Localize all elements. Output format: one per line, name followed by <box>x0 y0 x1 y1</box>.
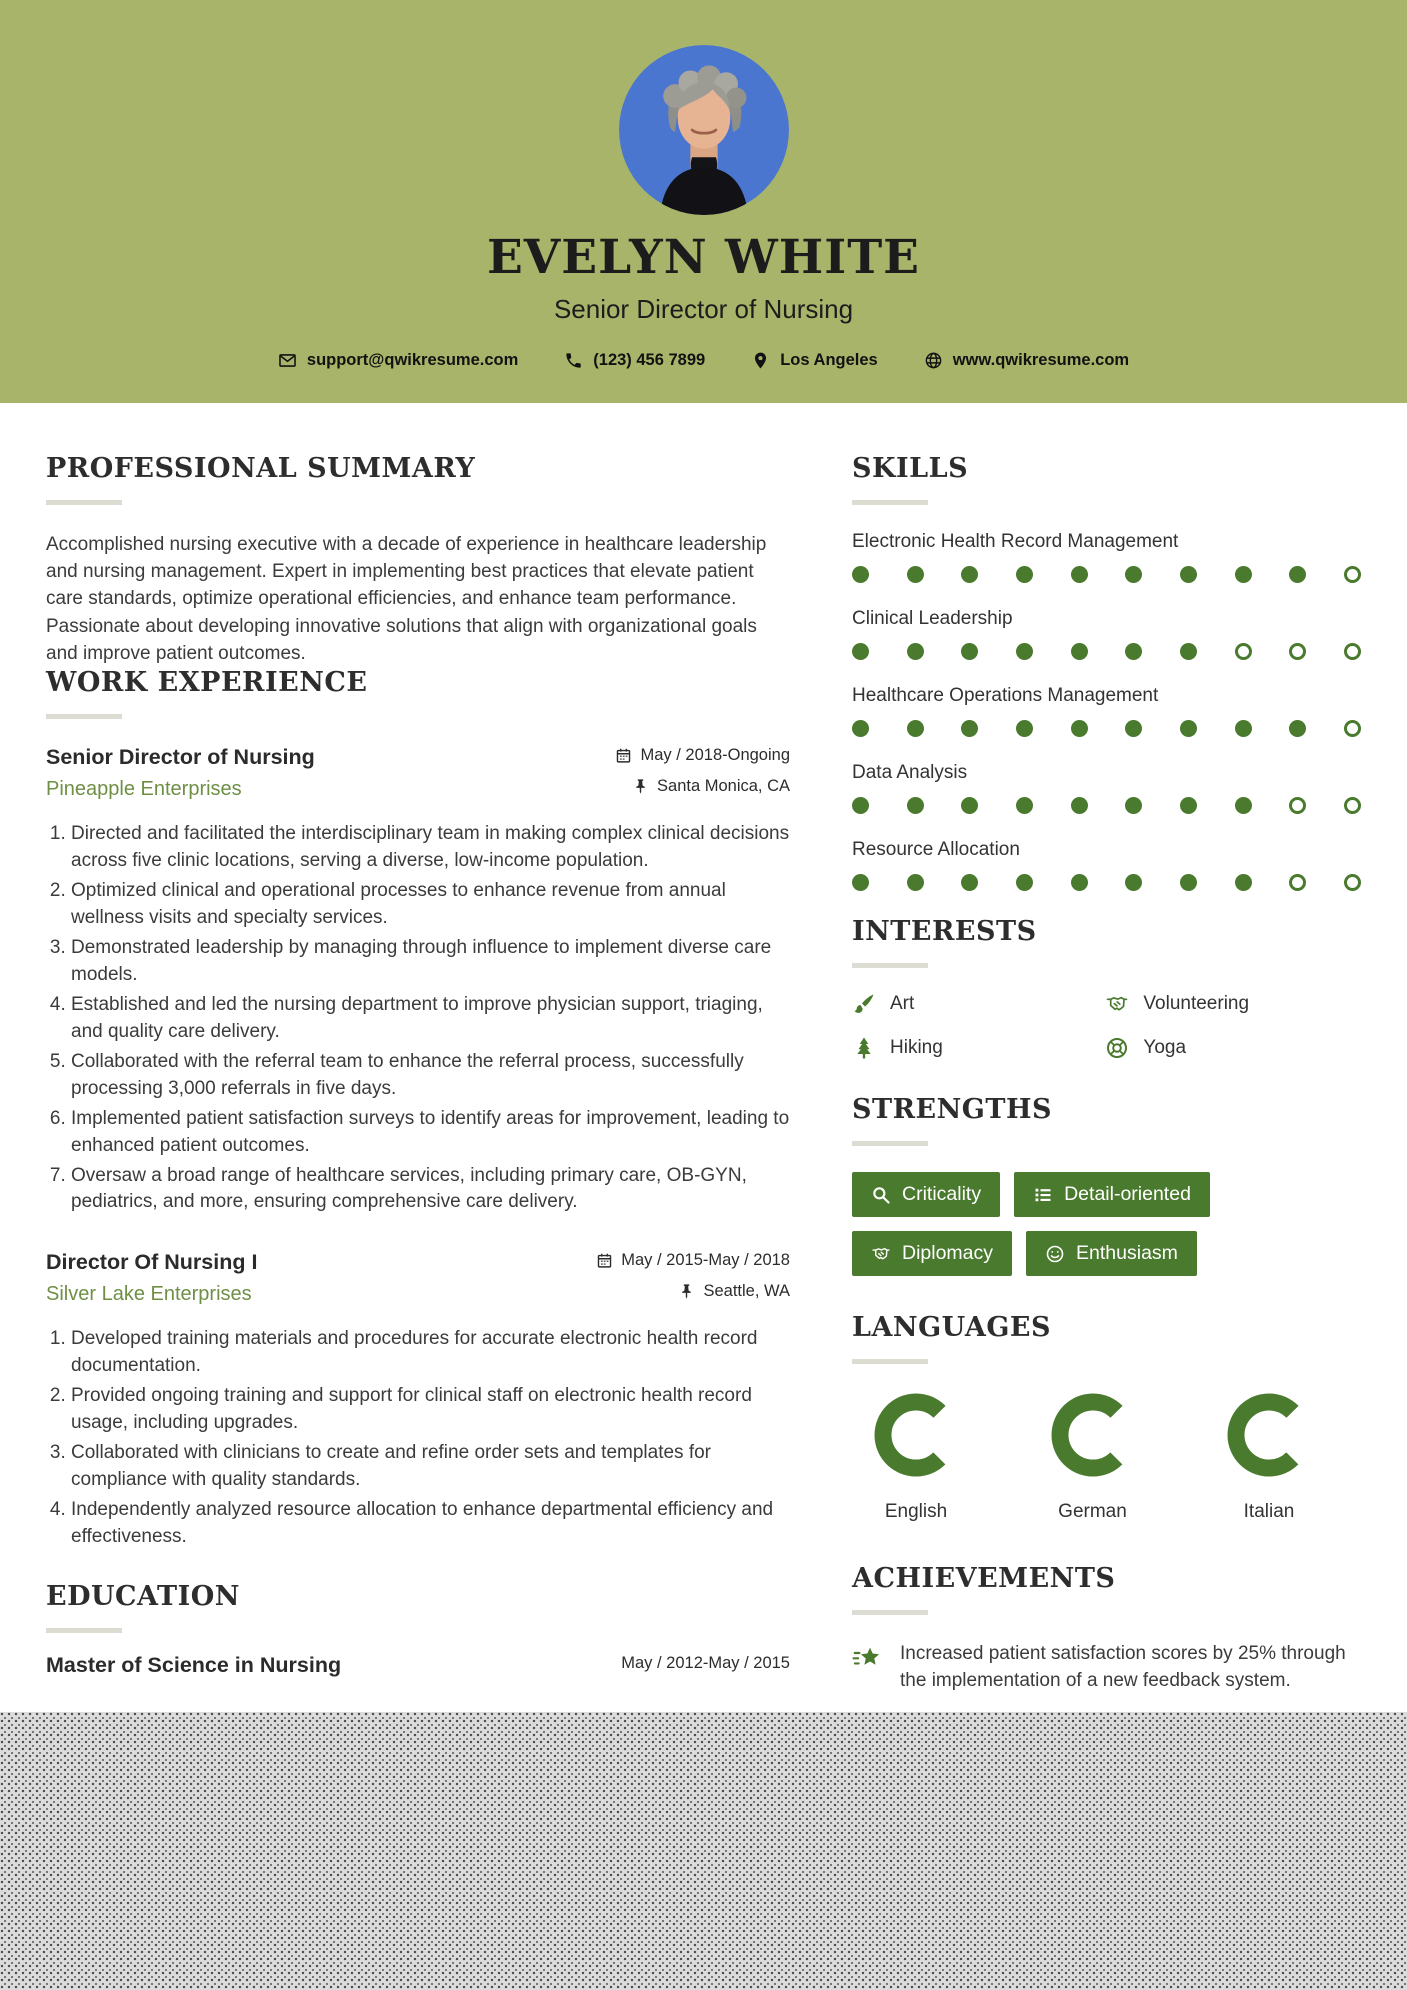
heading-rule <box>46 500 122 505</box>
calendar-icon <box>596 1252 613 1269</box>
experience-heading: WORK EXPERIENCE <box>46 666 368 698</box>
rating-dot-empty <box>1289 874 1306 891</box>
job-location <box>632 777 790 796</box>
language-item <box>1205 1390 1333 1523</box>
rating-dot-filled <box>1180 643 1197 660</box>
heading-rule <box>852 1359 928 1364</box>
rating-dot-filled <box>852 643 869 660</box>
rating-dot-empty <box>1344 643 1361 660</box>
interest-label: Hiking <box>890 1037 943 1059</box>
rating-dot-empty <box>1235 643 1252 660</box>
rating-dot-filled <box>1071 720 1088 737</box>
language-label: English <box>884 1501 948 1523</box>
strength-label: Detail-oriented <box>1064 1183 1191 1206</box>
rating-dot-filled <box>1289 720 1306 737</box>
rating-dot-filled <box>1125 566 1142 583</box>
job-dates <box>615 746 790 765</box>
rating-dot-filled <box>1125 643 1142 660</box>
rating-dot-filled <box>1235 566 1252 583</box>
contact-item <box>278 351 518 370</box>
skill-name: Clinical Leadership <box>852 608 1013 630</box>
job-dates <box>596 1251 790 1270</box>
languages-heading: LANGUAGES <box>852 1312 1051 1344</box>
skills-heading: SKILLS <box>852 453 969 484</box>
heading-rule <box>852 963 928 968</box>
summary-text: Accomplished nursing executive with a decade of experience in healthcare leadership and nursing management. Expert in implementing best practices that elevate patient care standards, optimize operational efficiencies, and enhance team performance. Passionate about developing innovative solutions that align with organizational goals and improve patient outcomes. <box>46 534 767 664</box>
skill-rating <box>852 797 1361 814</box>
rating-dot-filled <box>1125 720 1142 737</box>
contact-text: support@qwikresume.com <box>306 350 519 369</box>
rating-dot-empty <box>1289 797 1306 814</box>
rating-dot-empty <box>1344 566 1361 583</box>
rating-dot-empty <box>1344 797 1361 814</box>
globe-icon <box>924 351 943 370</box>
contact-text: Los Angeles <box>780 350 878 369</box>
skill-item <box>852 608 1361 660</box>
degree-name: Master of Science in Nursing <box>46 1653 342 1678</box>
language-label: Italian <box>1243 1501 1295 1523</box>
skill-rating <box>852 566 1361 583</box>
rating-dot-filled <box>1180 797 1197 814</box>
contact-text: www.qwikresume.com <box>952 350 1130 369</box>
interests-grid <box>852 992 1361 1060</box>
rating-dot-filled <box>852 566 869 583</box>
strengths-heading: STRENGTHS <box>852 1094 1052 1126</box>
rating-dot-filled <box>907 566 924 583</box>
job-subheader <box>46 1275 790 1306</box>
skill-rating <box>852 720 1361 737</box>
job-bullet: 4. Established and led the nursing department to improve physician support, triaging, and quality care delivery. <box>71 992 790 1046</box>
rating-dot-filled <box>1016 874 1033 891</box>
language-item <box>852 1390 980 1523</box>
company-name: Pineapple Enterprises <box>46 777 242 800</box>
rating-dot-filled <box>961 566 978 583</box>
rating-dot-filled <box>907 874 924 891</box>
strength-chip <box>852 1172 1000 1217</box>
job-header <box>46 745 790 770</box>
rating-dot-filled <box>852 874 869 891</box>
strength-chip <box>1014 1172 1210 1217</box>
halftone-pattern <box>0 1712 1407 1990</box>
interest-label: Yoga <box>1143 1037 1187 1059</box>
language-gauge <box>1048 1390 1138 1485</box>
language-label: German <box>1058 1501 1127 1523</box>
portrait-illustration <box>619 45 789 215</box>
pin-icon <box>632 778 649 795</box>
strength-label: Enthusiasm <box>1076 1242 1178 1265</box>
achievements-heading: ACHIEVEMENTS <box>852 1563 1116 1595</box>
list-icon <box>1033 1185 1053 1205</box>
tree-icon <box>852 1036 876 1060</box>
job-bullet: 7. Oversaw a broad range of healthcare services, including primary care, OB-GYN, pediatrics, and more, ensuring comprehensive care delivery. <box>71 1163 790 1217</box>
rating-dot-filled <box>1235 874 1252 891</box>
job-bullet: 2. Optimized clinical and operational processes to enhance revenue from annual wellness visits and specialty services. <box>71 878 790 932</box>
job-bullet: 5. Collaborated with the referral team to enhance the referral process, successfully processing 3,000 referrals in five days. <box>71 1049 790 1103</box>
languages-row <box>852 1390 1361 1523</box>
job-bullets <box>46 1326 790 1551</box>
job-dates-text: May / 2018-Ongoing <box>640 745 790 764</box>
contact-row <box>0 351 1407 370</box>
calendar-icon <box>596 1655 613 1672</box>
rating-dot-filled <box>961 874 978 891</box>
strength-chip <box>1026 1231 1197 1276</box>
rating-dot-filled <box>1125 797 1142 814</box>
job-title: Senior Director of Nursing <box>46 744 315 769</box>
pin-icon <box>678 1283 695 1300</box>
contact-text: (123) 456 7899 <box>593 350 706 369</box>
rating-dot-filled <box>1016 643 1033 660</box>
person-title: Senior Director of Nursing <box>553 293 854 324</box>
skill-item <box>852 685 1361 737</box>
interest-item <box>852 1036 1095 1060</box>
rating-dot-filled <box>961 643 978 660</box>
job-bullet: 3. Collaborated with clinicians to create and refine order sets and templates for compliance with quality standards. <box>71 1440 790 1494</box>
contact-item <box>751 351 878 370</box>
rating-dot-filled <box>961 720 978 737</box>
skill-item <box>852 762 1361 814</box>
rating-dot-filled <box>961 797 978 814</box>
skill-name: Data Analysis <box>852 762 968 784</box>
rating-dot-filled <box>1235 797 1252 814</box>
summary-heading: PROFESSIONAL SUMMARY <box>46 453 476 484</box>
right-column <box>852 453 1361 1765</box>
skill-name: Healthcare Operations Management <box>852 685 1159 707</box>
rating-dot-filled <box>1180 874 1197 891</box>
location-icon <box>751 351 770 370</box>
jobs-list <box>46 745 790 1551</box>
job-title: Director Of Nursing I <box>46 1250 258 1275</box>
language-gauge <box>871 1390 961 1485</box>
calendar-icon <box>615 747 632 764</box>
handshake-icon <box>1105 992 1129 1016</box>
job-bullet: 1. Directed and facilitated the interdisciplinary team in making complex clinical decisions across five clinic locations, serving a diverse, low-income population. <box>71 821 790 875</box>
job-bullet: 4. Independently analyzed resource allocation to enhance departmental efficiency and effectiveness. <box>71 1497 790 1551</box>
heading-rule <box>852 1610 928 1615</box>
language-gauge <box>1224 1390 1314 1485</box>
rating-dot-filled <box>1071 874 1088 891</box>
skills-list <box>852 531 1361 891</box>
rating-dot-filled <box>1180 566 1197 583</box>
interests-heading: INTERESTS <box>852 916 1037 948</box>
interest-label: Art <box>890 993 915 1015</box>
rating-dot-filled <box>852 720 869 737</box>
email-icon <box>278 351 297 370</box>
strength-chip <box>852 1231 1012 1276</box>
interest-item <box>1105 1036 1361 1060</box>
job-location-text: Seattle, WA <box>703 1282 790 1301</box>
rating-dot-filled <box>1180 720 1197 737</box>
interest-item <box>852 992 1095 1016</box>
strength-label: Criticality <box>902 1183 982 1206</box>
paintbrush-icon <box>852 992 876 1016</box>
rating-dot-empty <box>1344 874 1361 891</box>
education-dates-text: May / 2012-May / 2015 <box>621 1654 790 1673</box>
heading-rule <box>46 714 122 719</box>
heading-rule <box>46 1628 122 1633</box>
language-item <box>1029 1390 1157 1523</box>
job-bullet: 2. Provided ongoing training and support for clinical staff on electronic health record usage, including upgrades. <box>71 1383 790 1437</box>
rating-dot-filled <box>1289 566 1306 583</box>
star-icon <box>852 1643 884 1675</box>
education-dates <box>596 1654 790 1673</box>
handshake-icon <box>871 1244 891 1264</box>
job-location-text: Santa Monica, CA <box>657 776 790 795</box>
achievement-text: Increased patient satisfaction scores by 25% through the implementation of a new feedback system. <box>900 1643 1346 1692</box>
contact-item <box>564 351 705 370</box>
job-bullets <box>46 821 790 1217</box>
contact-item <box>924 351 1129 370</box>
interest-label: Volunteering <box>1143 993 1250 1015</box>
rating-dot-filled <box>1016 720 1033 737</box>
body-columns <box>0 403 1407 1765</box>
rating-dot-filled <box>907 643 924 660</box>
education-heading: EDUCATION <box>46 1581 240 1613</box>
interest-item <box>1105 992 1361 1016</box>
heading-rule <box>852 500 928 505</box>
header <box>0 0 1407 403</box>
smiley-icon <box>1045 1244 1065 1264</box>
job-bullet: 3. Demonstrated leadership by managing through influence to implement diverse care models. <box>71 935 790 989</box>
skill-name: Resource Allocation <box>852 839 1020 861</box>
magnifier-icon <box>871 1185 891 1205</box>
skill-rating <box>852 874 1361 891</box>
rating-dot-filled <box>1071 566 1088 583</box>
skill-name: Electronic Health Record Management <box>852 531 1179 553</box>
skill-rating <box>852 643 1361 660</box>
job-bullet: 1. Developed training materials and procedures for accurate electronic health record documentation. <box>71 1326 790 1380</box>
rating-dot-empty <box>1289 643 1306 660</box>
achievement-item <box>852 1641 1361 1695</box>
job-dates-text: May / 2015-May / 2018 <box>621 1251 790 1270</box>
rating-dot-filled <box>907 720 924 737</box>
rating-dot-filled <box>907 797 924 814</box>
job-location <box>678 1282 790 1301</box>
job-entry <box>46 1250 790 1551</box>
job-header <box>46 1250 790 1275</box>
phone-icon <box>564 351 583 370</box>
skill-item <box>852 839 1361 891</box>
rating-dot-empty <box>1344 720 1361 737</box>
rating-dot-filled <box>852 797 869 814</box>
heading-rule <box>852 1141 928 1146</box>
job-subheader <box>46 770 790 801</box>
left-column <box>46 453 790 1765</box>
strengths-list <box>852 1172 1361 1276</box>
rating-dot-filled <box>1071 797 1088 814</box>
rating-dot-filled <box>1125 874 1142 891</box>
person-name: EVELYN WHITE <box>486 230 920 285</box>
company-name: Silver Lake Enterprises <box>46 1283 252 1306</box>
job-bullet: 6. Implemented patient satisfaction surveys to identify areas for improvement, leading to enhanced patient outcomes. <box>71 1106 790 1160</box>
rating-dot-filled <box>1235 720 1252 737</box>
strength-label: Diplomacy <box>902 1242 994 1265</box>
education-entry <box>46 1653 790 1678</box>
skill-item <box>852 531 1361 583</box>
job-entry <box>46 745 790 1217</box>
profile-photo <box>619 45 789 215</box>
rating-dot-filled <box>1016 797 1033 814</box>
rating-dot-filled <box>1016 566 1033 583</box>
lifebuoy-icon <box>1105 1036 1129 1060</box>
rating-dot-filled <box>1071 643 1088 660</box>
